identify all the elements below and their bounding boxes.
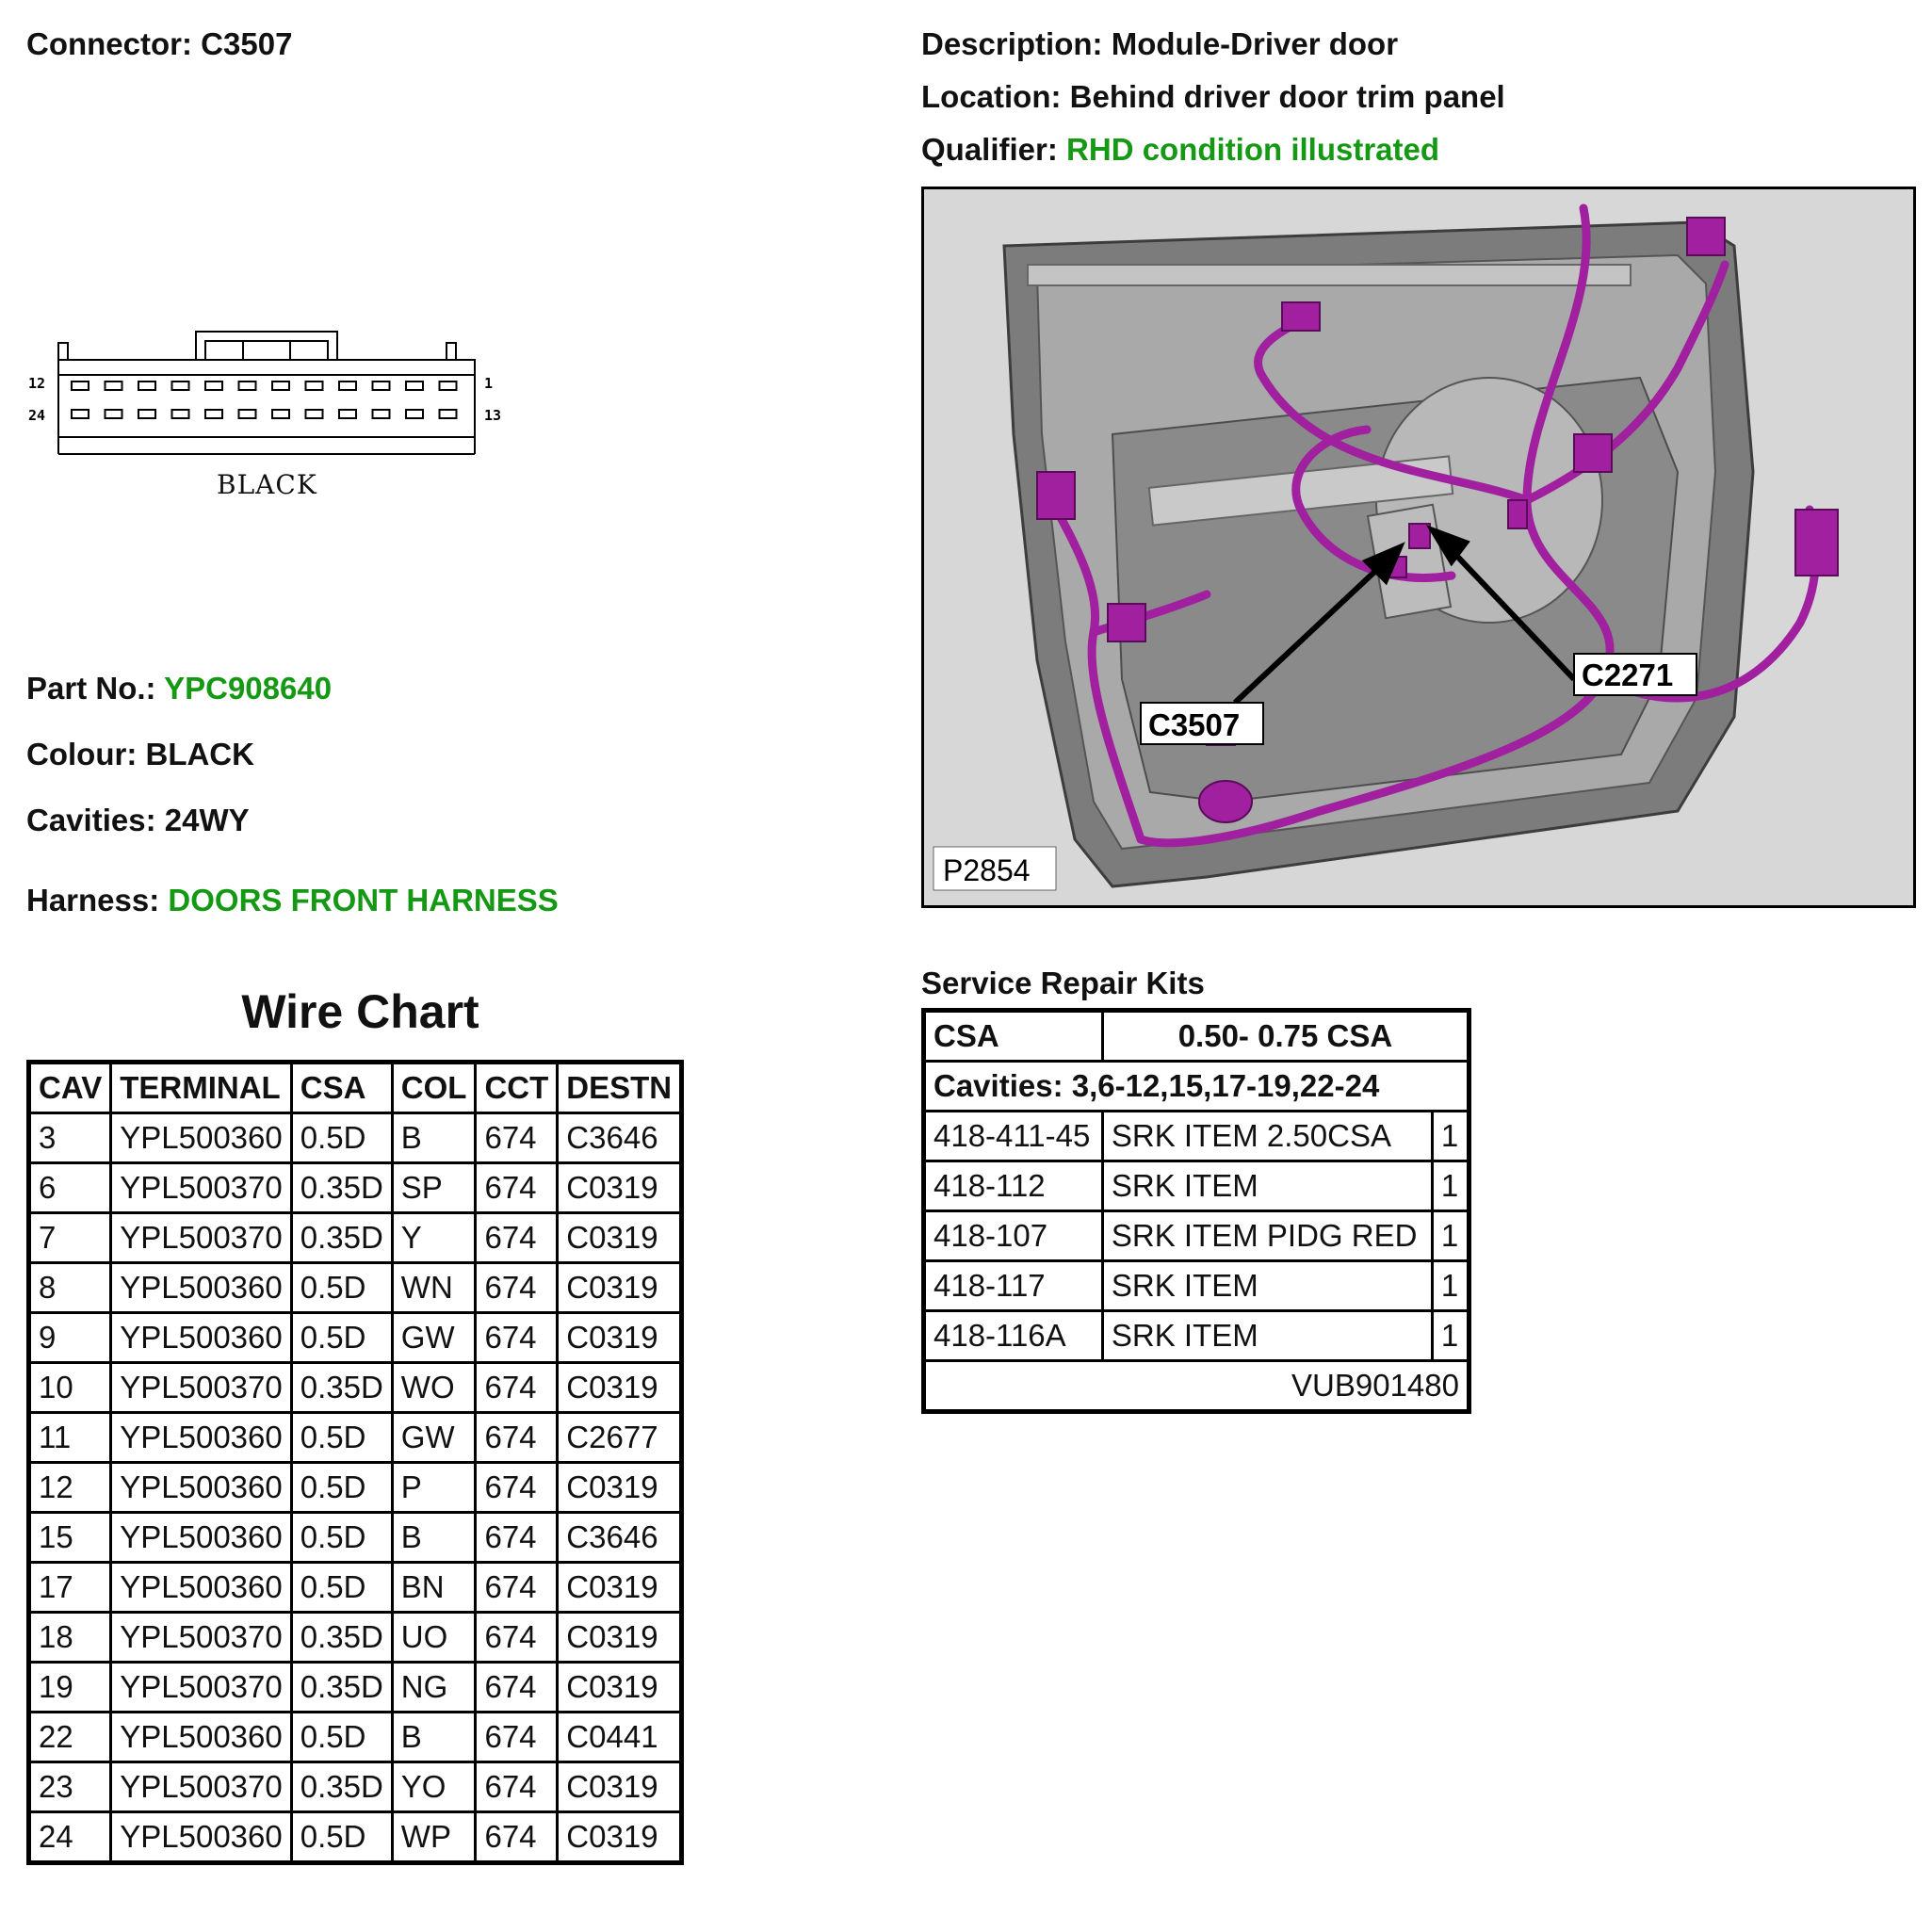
qualifier-label: Qualifier: [921,132,1058,167]
wire-cell-destn: C0319 [558,1313,682,1363]
wire-cell-col: NG [392,1663,476,1713]
description-value: Module-Driver door [1111,26,1399,61]
wire-cell-cav: 15 [29,1513,111,1563]
wire-cell-col: BN [392,1563,476,1613]
wire-cell-col: P [392,1463,476,1513]
srk-item-row [924,1311,1469,1361]
wire-row [29,1363,682,1413]
wire-row [29,1812,682,1863]
door-illustration [921,187,1916,908]
pin-cavity-top [239,382,256,390]
wire-cell-col: Y [392,1213,476,1263]
srk-cell-qty: 1 [1432,1112,1469,1161]
harness-value: DOORS FRONT HARNESS [168,883,559,917]
harness-label: Harness: [26,883,160,917]
srk-item-row [924,1161,1469,1211]
col-header-terminal: TERMINAL [111,1063,292,1113]
wire-cell-cct: 674 [476,1613,558,1663]
col-header-cav: CAV [29,1063,111,1113]
srk-cavities-row [924,1062,1469,1112]
srk-cell-qty: 1 [1432,1211,1469,1261]
wire-cell-destn: C0319 [558,1613,682,1663]
pin-cavity-bottom [205,410,222,418]
wire-cell-csa: 0.5D [291,1513,392,1563]
harness-field [26,883,559,918]
wire-row [29,1263,682,1313]
srk-csa-label: CSA [924,1011,1103,1062]
pin-cavity-bottom [272,410,289,418]
wire-cell-cav: 8 [29,1263,111,1313]
wire-cell-cav: 18 [29,1613,111,1663]
wire-cell-col: WP [392,1812,476,1863]
srk-kit-number: VUB901480 [924,1361,1469,1412]
connector-field [26,26,292,62]
wire-cell-destn: C0319 [558,1663,682,1713]
connector-label: Connector: [26,26,192,61]
srk-cell-item: SRK ITEM [1102,1311,1432,1361]
wire-chart-body [29,1113,682,1863]
wire-cell-cct: 674 [476,1463,558,1513]
door-panel-drawing [924,189,1913,905]
wire-row [29,1313,682,1363]
wire-cell-col: B [392,1113,476,1163]
wire-cell-cav: 11 [29,1413,111,1463]
wire-cell-destn: C0319 [558,1463,682,1513]
callout-c3507: C3507 [1148,707,1241,742]
wire-cell-csa: 0.35D [291,1762,392,1812]
pin-cavity-bottom [138,410,155,418]
part-no-field [26,671,332,706]
srk-cell-qty: 1 [1432,1261,1469,1311]
pin-cavity-bottom [72,410,89,418]
pin-cavity-top [138,382,155,390]
wire-cell-terminal: YPL500360 [111,1513,292,1563]
wire-cell-destn: C3646 [558,1113,682,1163]
wire-cell-destn: C0319 [558,1363,682,1413]
wire-cell-terminal: YPL500360 [111,1113,292,1163]
wire-cell-terminal: YPL500360 [111,1713,292,1762]
wire-cell-cct: 674 [476,1113,558,1163]
wire-cell-cct: 674 [476,1762,558,1812]
qualifier-field [921,132,1439,168]
srk-item-row [924,1211,1469,1261]
wire-cell-csa: 0.5D [291,1713,392,1762]
pin-cavity-top [306,382,323,390]
wire-cell-cav: 7 [29,1213,111,1263]
pin-cavity-top [339,382,356,390]
wire-row [29,1613,682,1663]
srk-csa-range: 0.50- 0.75 CSA [1102,1011,1469,1062]
wire-cell-csa: 0.35D [291,1213,392,1263]
wire-cell-destn: C0319 [558,1563,682,1613]
wire-cell-csa: 0.5D [291,1463,392,1513]
wire-cell-terminal: YPL500360 [111,1413,292,1463]
wire-cell-cav: 10 [29,1363,111,1413]
wire-cell-csa: 0.35D [291,1163,392,1213]
wire-cell-csa: 0.5D [291,1113,392,1163]
wire-cell-csa: 0.5D [291,1313,392,1363]
pin-cavity-top [406,382,423,390]
pin-number-12: 12 [28,375,46,392]
pin-cavity-bottom [306,410,323,418]
wire-cell-cav: 22 [29,1713,111,1762]
wire-cell-cct: 674 [476,1563,558,1613]
wire-cell-terminal: YPL500360 [111,1812,292,1863]
wire-cell-cav: 17 [29,1563,111,1613]
pin-number-1: 1 [484,375,494,392]
wire-cell-col: GW [392,1413,476,1463]
wire-row [29,1713,682,1762]
location-label: Location: [921,79,1062,114]
wire-cell-cav: 12 [29,1463,111,1513]
description-field [921,26,1398,62]
location-field [921,79,1505,115]
srk-cell-part: 418-107 [924,1211,1103,1261]
pin-number-24: 24 [28,407,46,424]
col-header-csa: CSA [291,1063,392,1113]
wire-cell-terminal: YPL500360 [111,1563,292,1613]
wire-row [29,1563,682,1613]
cavities-label: Cavities: [26,803,156,837]
wire-row [29,1163,682,1213]
srk-kit-row [924,1361,1469,1412]
pin-cavity-top [373,382,390,390]
wire-row [29,1463,682,1513]
wire-cell-csa: 0.5D [291,1812,392,1863]
description-label: Description: [921,26,1103,61]
pin-number-13: 13 [484,407,502,424]
wire-cell-cct: 674 [476,1163,558,1213]
srk-cell-item: SRK ITEM [1102,1161,1432,1211]
wire-row [29,1762,682,1812]
wire-cell-destn: C0319 [558,1213,682,1263]
colour-field [26,737,254,772]
pin-cavity-bottom [339,410,356,418]
wire-row [29,1513,682,1563]
wire-cell-destn: C0441 [558,1713,682,1762]
wire-cell-terminal: YPL500370 [111,1213,292,1263]
pin-cavity-bottom [239,410,256,418]
wire-cell-col: YO [392,1762,476,1812]
col-header-col: COL [392,1063,476,1113]
pin-cavity-top [172,382,189,390]
wire-cell-destn: C0319 [558,1263,682,1313]
wire-cell-csa: 0.35D [291,1363,392,1413]
wire-cell-terminal: YPL500370 [111,1613,292,1663]
cavities-field [26,803,250,838]
srk-item-row [924,1112,1469,1161]
location-value: Behind driver door trim panel [1069,79,1505,114]
col-header-destn: DESTN [558,1063,682,1113]
wire-cell-terminal: YPL500370 [111,1163,292,1213]
wire-cell-cav: 19 [29,1663,111,1713]
wire-cell-col: SP [392,1163,476,1213]
wire-cell-terminal: YPL500370 [111,1663,292,1713]
wire-cell-cct: 674 [476,1263,558,1313]
colour-label: Colour: [26,737,138,771]
srk-cell-part: 418-112 [924,1161,1103,1211]
wire-cell-destn: C0319 [558,1812,682,1863]
wire-cell-col: WN [392,1263,476,1313]
wire-cell-cav: 3 [29,1113,111,1163]
pin-cavity-bottom [373,410,390,418]
col-header-cct: CCT [476,1063,558,1113]
wire-cell-destn: C0319 [558,1163,682,1213]
wire-cell-cct: 674 [476,1413,558,1463]
pin-cavity-top [106,382,122,390]
wire-cell-csa: 0.35D [291,1613,392,1663]
connector-face-svg [26,330,516,462]
srk-title: Service Repair Kits [921,966,1205,1000]
srk-cell-qty: 1 [1432,1311,1469,1361]
wire-cell-cav: 24 [29,1812,111,1863]
wire-chart-table [26,1060,684,1865]
wire-cell-col: GW [392,1313,476,1363]
wire-cell-cct: 674 [476,1713,558,1762]
cavities-value: 24WY [164,803,250,837]
wire-cell-col: UO [392,1613,476,1663]
image-id: P2854 [943,853,1031,887]
wire-cell-terminal: YPL500370 [111,1363,292,1413]
srk-table [921,1008,1471,1414]
wire-cell-terminal: YPL500370 [111,1762,292,1812]
wire-cell-col: B [392,1713,476,1762]
wire-cell-cct: 674 [476,1812,558,1863]
wire-row [29,1413,682,1463]
wire-cell-terminal: YPL500360 [111,1463,292,1513]
srk-cell-qty: 1 [1432,1161,1469,1211]
wire-cell-terminal: YPL500360 [111,1313,292,1363]
wire-cell-csa: 0.5D [291,1413,392,1463]
wire-cell-col: WO [392,1363,476,1413]
wire-cell-csa: 0.5D [291,1563,392,1613]
wire-cell-terminal: YPL500360 [111,1263,292,1313]
pin-cavity-bottom [440,410,457,418]
wire-row [29,1113,682,1163]
wire-cell-destn: C3646 [558,1513,682,1563]
part-no-label: Part No.: [26,671,156,706]
connector-value: C3507 [201,26,293,61]
wire-cell-cct: 674 [476,1663,558,1713]
wire-cell-destn: C2677 [558,1413,682,1463]
part-no-value: YPC908640 [164,671,333,706]
callout-c2271: C2271 [1582,658,1674,692]
srk-csa-row [924,1011,1469,1062]
wire-cell-csa: 0.5D [291,1263,392,1313]
pin-cavity-top [440,382,457,390]
wire-cell-cav: 23 [29,1762,111,1812]
srk-cell-item: SRK ITEM [1102,1261,1432,1311]
colour-value: BLACK [145,737,254,771]
wire-cell-cct: 674 [476,1363,558,1413]
wire-cell-cct: 674 [476,1313,558,1363]
pin-cavity-top [205,382,222,390]
wire-chart-header-row [29,1063,682,1113]
srk-cell-item: SRK ITEM 2.50CSA [1102,1112,1432,1161]
wire-cell-col: B [392,1513,476,1563]
srk-cell-item: SRK ITEM PIDG RED [1102,1211,1432,1261]
wire-cell-cct: 674 [476,1513,558,1563]
srk-cell-part: 418-411-45 [924,1112,1103,1161]
srk-cell-part: 418-117 [924,1261,1103,1311]
qualifier-value: RHD condition illustrated [1066,132,1440,167]
pin-cavity-top [72,382,89,390]
pin-cavity-bottom [406,410,423,418]
wire-cell-csa: 0.35D [291,1663,392,1713]
wire-cell-cav: 6 [29,1163,111,1213]
pin-cavity-bottom [106,410,122,418]
wire-chart-title: Wire Chart [241,985,479,1038]
srk-cell-part: 418-116A [924,1311,1103,1361]
wire-cell-destn: C0319 [558,1762,682,1812]
wire-row [29,1663,682,1713]
wire-row [29,1213,682,1263]
srk-item-row [924,1261,1469,1311]
srk-cavities: Cavities: 3,6-12,15,17-19,22-24 [924,1062,1469,1112]
connector-colour-label: BLACK [217,469,317,500]
pin-cavity-top [272,382,289,390]
pin-cavity-bottom [172,410,189,418]
wire-cell-cav: 9 [29,1313,111,1363]
wire-cell-cct: 674 [476,1213,558,1263]
